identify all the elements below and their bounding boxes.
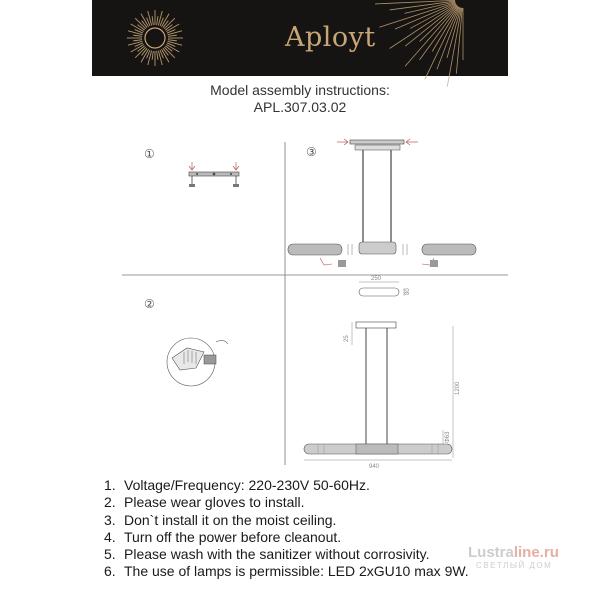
step-2-label: ② <box>144 297 155 311</box>
brand-name: Aployt <box>285 22 376 53</box>
brand-banner <box>92 0 508 76</box>
assembly-diagram <box>92 130 508 470</box>
watermark: Lustraline.ru <box>468 544 559 561</box>
instruction-item: 6. The use of lamps is permissible: LED 2xGU10 max 9W. <box>104 563 469 580</box>
instruction-item: 3. Don`t install it on the moist ceiling. <box>104 511 337 528</box>
top-width-label: 250 <box>371 276 382 282</box>
step-1-label: ① <box>144 147 155 161</box>
bottom-width-label: 940 <box>369 464 380 470</box>
dimensions-drawing <box>304 282 453 460</box>
mounting-bracket-drawing <box>189 162 239 187</box>
instruction-item: 2. Please wear gloves to install. <box>104 494 305 511</box>
top-depth-label: 80 <box>405 288 411 295</box>
step-3-label: ③ <box>306 145 317 159</box>
watermark-subtitle: СВЕТЛЫЙ ДОМ <box>476 561 553 570</box>
instruction-item: 5. Please wash with the sanitizer without corrosivity. <box>104 546 430 563</box>
sunburst-decoration-icon <box>368 0 508 76</box>
model-number: APL.307.03.02 <box>253 99 347 115</box>
sun-logo-icon <box>102 0 212 76</box>
document-title: Model assembly instructions: <box>210 82 390 98</box>
wiring-detail-drawing <box>167 338 228 386</box>
instruction-item: 4. Turn off the power before cleanout. <box>104 528 342 545</box>
total-height-label: 1200 <box>455 381 461 395</box>
instruction-item: 1. Voltage/Frequency: 220-230V 50-60Hz. <box>104 477 370 493</box>
instructions-list <box>104 477 469 581</box>
assembly-diagram-drawing <box>92 130 508 470</box>
bar-height-label: 25 <box>344 335 350 342</box>
lamp-diameter-label: Φ63 <box>445 431 451 443</box>
